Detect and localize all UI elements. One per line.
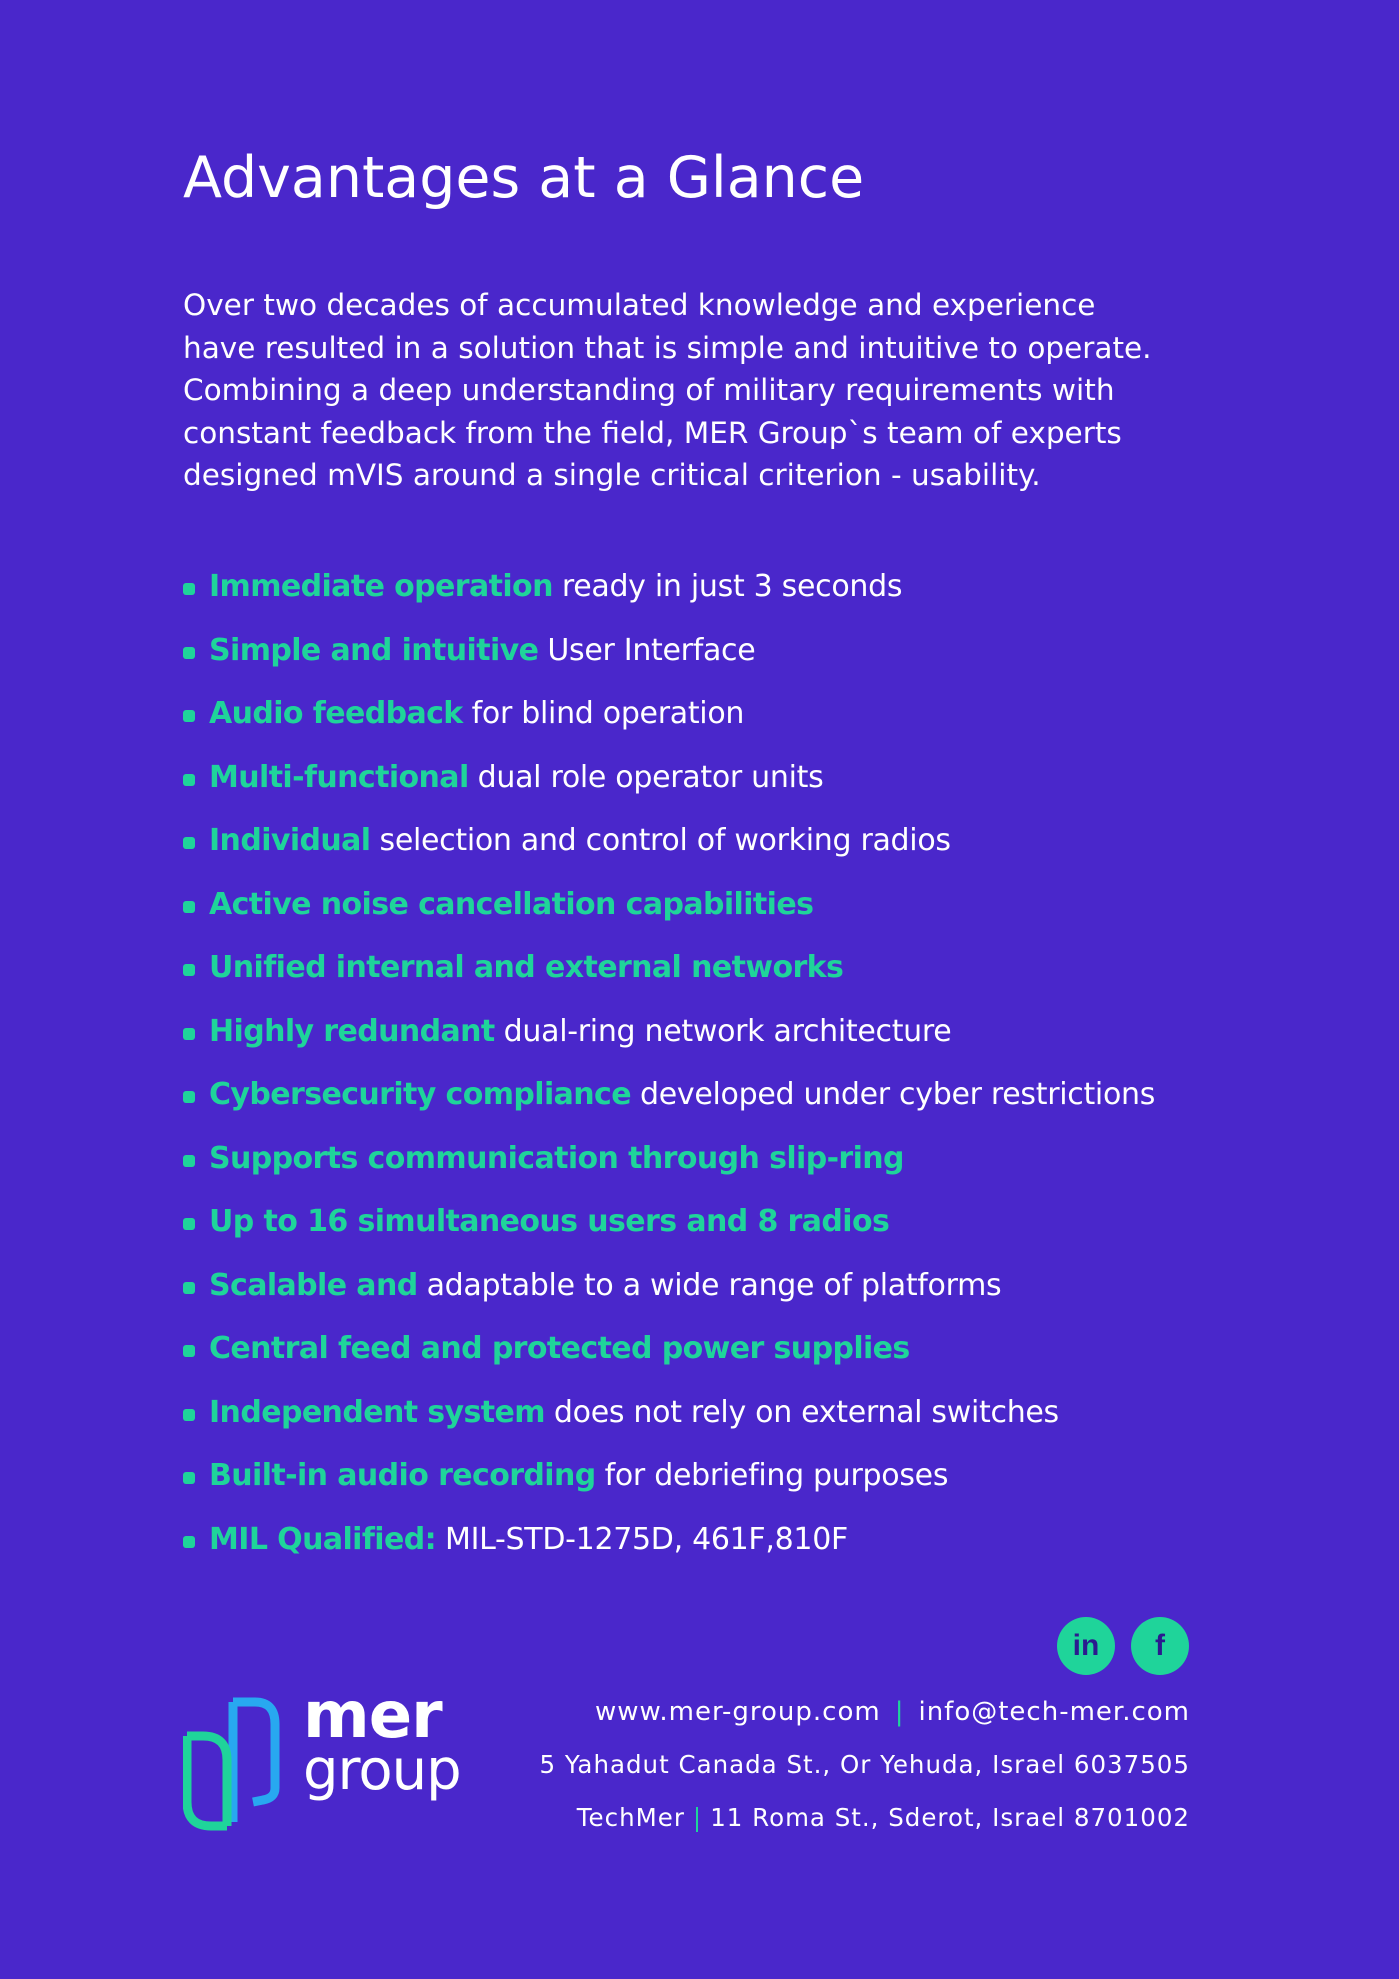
bullet-icon	[183, 1472, 195, 1484]
social-links	[1057, 1617, 1189, 1675]
bullet-icon	[183, 1282, 195, 1294]
bullet-icon	[183, 1218, 195, 1230]
bullet-icon	[183, 583, 195, 595]
advantage-highlight: Built-in audio recording	[209, 1458, 596, 1493]
bullet-icon	[183, 1409, 195, 1421]
logo-mark-icon	[183, 1692, 283, 1832]
advantage-highlight: Immediate operation	[209, 569, 553, 604]
advantage-item	[183, 630, 1155, 694]
intro-paragraph	[183, 284, 1243, 497]
advantage-highlight: Individual	[209, 823, 371, 858]
advantage-item	[183, 1074, 1155, 1138]
bullet-icon	[183, 774, 195, 786]
intro-line: have resulted in a solution that is simple and intuitive to operate.	[183, 330, 1152, 365]
advantage-item	[183, 693, 1155, 757]
advantage-text: dual-ring network architecture	[503, 1013, 952, 1049]
bullet-icon	[183, 964, 195, 976]
advantage-highlight: Central feed and protected power supplies	[209, 1331, 910, 1366]
advantages-list	[183, 566, 1155, 1582]
advantage-text: dual role operator units	[477, 759, 824, 795]
advantage-text: adaptable to a wide range of platforms	[426, 1267, 1002, 1303]
page-title: Advantages at a Glance	[183, 145, 865, 211]
advantage-item	[183, 820, 1155, 884]
advantage-text: MIL-STD-1275D, 461F,810F	[445, 1521, 848, 1557]
advantage-highlight: Multi-functional	[209, 759, 469, 795]
bullet-icon	[183, 710, 195, 722]
bullet-icon	[183, 1536, 195, 1548]
address-or-yehuda: 5 Yahadut Canada St., Or Yehuda, Israel 6037505	[539, 1750, 1190, 1779]
contact-info	[539, 1696, 1190, 1855]
advantage-text: developed under cyber restrictions	[639, 1077, 1156, 1112]
separator: |	[692, 1803, 703, 1832]
advantage-text: for debriefing purposes	[604, 1458, 949, 1493]
logo-text-group: group	[303, 1738, 461, 1803]
logo-text-mer: mer	[303, 1679, 442, 1753]
advantage-text: User Interface	[547, 632, 756, 668]
advantage-item	[183, 884, 1155, 948]
bullet-icon	[183, 1091, 195, 1103]
intro-line: Combining a deep understanding of military requirements with	[183, 373, 1115, 407]
contact-web-email	[539, 1696, 1190, 1749]
advantage-highlight: Independent system	[209, 1394, 545, 1430]
advantage-highlight: Audio feedback	[209, 696, 463, 731]
advantage-highlight: Up to 16 simultaneous users and 8 radios	[209, 1204, 890, 1239]
facebook-icon[interactable]: f	[1131, 1617, 1189, 1675]
bullet-icon	[183, 1155, 195, 1167]
advantage-item	[183, 1201, 1155, 1265]
bullet-icon	[183, 1028, 195, 1040]
advantage-item	[183, 757, 1155, 821]
advantage-item	[183, 566, 1155, 630]
advantage-text: selection and control of working radios	[379, 823, 951, 858]
techmer-address: 11 Roma St., Sderot, Israel 8701002	[710, 1803, 1190, 1832]
email-link[interactable]: info@tech-mer.com	[918, 1697, 1190, 1727]
bullet-icon	[183, 647, 195, 659]
mer-group-logo	[183, 1679, 473, 1832]
advantage-highlight: Scalable and	[209, 1267, 418, 1303]
linkedin-icon[interactable]: in	[1057, 1617, 1115, 1675]
advantage-item	[183, 1265, 1155, 1329]
advantage-item	[183, 1011, 1155, 1075]
advantage-highlight: Cybersecurity compliance	[209, 1077, 631, 1112]
advantage-highlight: Supports communication through slip-ring	[209, 1140, 904, 1176]
advantage-item	[183, 1138, 1155, 1202]
advantage-text: ready in just 3 seconds	[561, 569, 903, 604]
advantage-highlight: Highly redundant	[209, 1013, 495, 1049]
website-link[interactable]: www.mer-group.com	[594, 1697, 881, 1727]
techmer-name: TechMer	[576, 1803, 685, 1832]
bullet-icon	[183, 901, 195, 913]
bullet-icon	[183, 1345, 195, 1357]
intro-line: constant feedback from the field, MER Group`s team of experts	[183, 415, 1122, 450]
advantage-highlight: Unified internal and external networks	[209, 950, 844, 985]
advantage-item	[183, 947, 1155, 1011]
advantage-highlight: Active noise cancellation capabilities	[209, 886, 814, 922]
advantage-item	[183, 1519, 1155, 1583]
advantage-highlight: Simple and intuitive	[209, 632, 539, 668]
advantage-text: does not rely on external switches	[553, 1394, 1059, 1430]
address-techmer	[539, 1802, 1190, 1855]
bullet-icon	[183, 837, 195, 849]
advantage-item	[183, 1392, 1155, 1456]
advantage-item	[183, 1455, 1155, 1519]
separator: |	[894, 1697, 905, 1727]
intro-line: designed mVIS around a single critical criterion - usability.	[183, 458, 1041, 492]
advantage-highlight: MIL Qualified:	[209, 1521, 437, 1557]
intro-line: Over two decades of accumulated knowledge and experience	[183, 288, 1096, 322]
advantage-item	[183, 1328, 1155, 1392]
advantage-text: for blind operation	[471, 696, 745, 731]
